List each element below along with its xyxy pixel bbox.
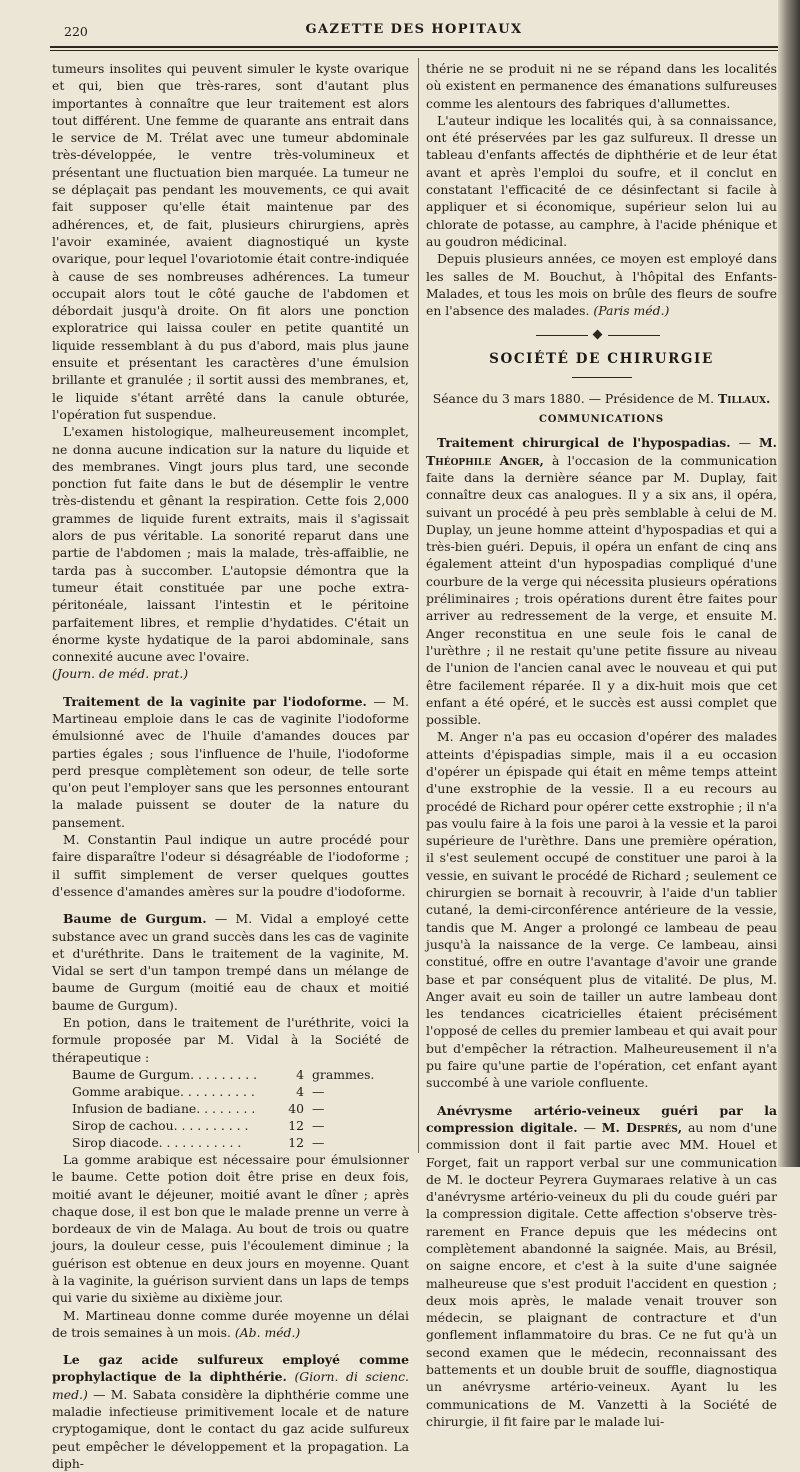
unit: — [312, 1100, 325, 1116]
source-citation: (Giorn. di scienc. med.) [52, 1369, 409, 1402]
article-text: — M. Sabata considère la diphthérie comme une maladie infectieuse primitivement locale et de nature cryptogamique, dont le contact du gaz acide sulfureux peut empêcher le développement et la propagation. La diph- [52, 1386, 409, 1471]
quantity: 4 [296, 1066, 304, 1082]
article-title: Traitement de la vaginite par l'iodoforme. [63, 693, 367, 709]
quantity: 12 [288, 1117, 304, 1133]
article-source [52, 665, 409, 682]
header-rule-thin [50, 50, 778, 51]
session-text: Séance du 3 mars 1880. — Présidence de M. [432, 390, 719, 406]
article-paragraph: L'auteur indique les localités qui, à sa connaissance, ont été préservées par les gaz sulfureux. Il dresse un tableau d'enfants affectés de diphthérie et de leur état avant et après l'emploi du soufre, et il conclut en constatant l'efficacité de ce désinfectant si facile à appliquer et si économique, supérieur selon lui au chlorate de potasse, au camphre, à l'acide phénique et au goudron médicinal. [426, 112, 777, 249]
quantity: 12 [288, 1134, 304, 1150]
page-number: 220 [64, 24, 88, 39]
right-column [426, 60, 777, 1430]
article-title: Traitement chirurgical de l'hypospadias. [437, 435, 731, 451]
article-vaginite [52, 693, 409, 831]
article-paragraph: M. Anger n'a pas eu occasion d'opérer des malades atteints d'épispadias simple, mais il a eu occasion d'opérer un épispade qui était en même temps atteint d'une exstrophie de la vessie. Il a eu recours au procédé de Richard pour opérer cette exstrophie ; il n'a pas voulu faire à la fois une paroi à la vessie et la paroi supérieure de l'urèthre. Dans une première opération, il s'est seulement occupé de constituer une paroi à la vessie, en suivant le procédé de Richard ; seulement ce chirurgien se bornait à recouvrir, à l'aide d'un tablier cutané, la demi-circonférence antérieure de la vessie, tandis que M. Anger a prolongé ce lambeau de peau jusqu'à la naissance de la verge. Ce lambeau, ainsi constitué, offre en outre l'avantage d'avoir une grande base et par conséquent plus de vitalité. De plus, M. Anger avait eu soin de tailler un autre lambeau dont les tendances cicatricielles étaient précisément l'opposé de celles du premier lambeau et qui avait pour but d'empêcher la rétraction. Malheureusement il n'a pu faire qu'une partie de l'opération, cet enfant ayant succombé à une variole confluente. [426, 729, 777, 1091]
article-text: — M. Martineau emploie dans le cas de vaginite l'iodoforme émulsionné avec de l'huile d'amandes douces par parties égales ; sous l'influence de l'huile, l'iodoforme perd presque complètement son odeur, de telle sorte qu'on peut l'employer sans que les personnes entourant la malade puissent se douter de la nature du pansement. [52, 693, 409, 830]
session-line [426, 390, 777, 407]
society-title: SOCIÉTÉ DE CHIRURGIE [489, 351, 714, 368]
article-paragraph [426, 250, 777, 319]
ingredient: Sirop de cachou. . . . . . . . . . [72, 1117, 249, 1133]
dash: — [577, 1119, 602, 1135]
recipe-table [72, 1066, 402, 1151]
paragraph-text: Depuis plusieurs années, ce moyen est employé dans les salles de M. Bouchut, à l'hôpital des Enfants-Malades, et tous les mois on brûle des fleurs de soufre en l'absence des malades. [426, 251, 777, 319]
running-title: GAZETTE DES HOPITAUX [305, 22, 523, 37]
article-title: Baume de Gurgum. [63, 911, 207, 927]
article-paragraph [52, 1307, 409, 1342]
section-heading: COMMUNICATIONS [539, 414, 664, 426]
recipe-row [72, 1134, 402, 1151]
ingredient: Sirop diacode. . . . . . . . . . . [72, 1134, 242, 1150]
dash: — [730, 435, 759, 451]
source-citation: (Paris méd.) [593, 303, 670, 319]
unit: grammes. [312, 1066, 375, 1082]
recipe-row [72, 1100, 402, 1117]
article-paragraph: M. Constantin Paul indique un autre procédé pour faire disparaître l'odeur si désagréable de l'iodoforme ; il suffit simplement de verser quelques gouttes d'essence d'amandes amères sur la poudre d'iodoforme. [52, 832, 409, 899]
author-name: M. Després, [601, 1119, 683, 1135]
header-rule-thick [50, 46, 778, 48]
article-paragraph: En potion, dans le traitement de l'uréthrite, voici la formule proposée par M. Vidal à la Société de thérapeutique : [52, 1015, 409, 1065]
article-continuation-paragraph: tumeurs insolites qui peuvent simuler le kyste ovarique et qui, bien que très-rares, sont d'autant plus importantes à connaître que leur traitement est alors tout différent. Une femme de quarante ans entrait dans le service de M. Trélat avec une tumeur abdominale très-développée, le ventre très-volumineux et présentant une fluctuation bien marquée. La tumeur ne se déplaçait pas pendant les mouvements, ce qui avait fait supposer qu'elle était maintenue par des adhérences, et, de fait, plusieurs chirurgiens, après l'avoir examinée, avaient diagnostiqué un kyste ovarique, pour lequel l'ovariotomie était contre-indiquée à cause de ses nombreuses adhérences. La tumeur occupait alors tout le côté gauche de l'abdomen et débordait jusqu'à droite. On fit alors une ponction exploratrice qui laissa couler en petite quantité un liquide ressemblant à du pus d'abord, mais plus jaune ensuite et présentant les caractères d'une émulsion brillante et granulée ; il sortit aussi des membranes, et, le liquide s'étant arrêté dans la canule obturée, l'opération fut suspendue. [52, 61, 409, 422]
ingredient: Gomme arabique. . . . . . . . . . [72, 1083, 255, 1099]
article-title: Le gaz acide sulfureux employé comme prophylactique de la diphthérie. [52, 1352, 409, 1385]
president-name: Tillaux. [718, 390, 771, 406]
article-hypospadias [426, 434, 777, 728]
unit: — [312, 1117, 325, 1133]
quantity: 40 [288, 1100, 304, 1116]
title-rule [572, 377, 632, 378]
article-anevrysme [426, 1102, 777, 1431]
source-citation: (Journ. de méd. prat.) [52, 666, 189, 682]
article-paragraph [52, 423, 409, 665]
article-gurgum [52, 910, 409, 1014]
quantity: 4 [296, 1083, 304, 1099]
unit: — [312, 1134, 325, 1150]
article-title: Anévrysme artério-veineux guéri par la compression digitale. [426, 1102, 777, 1135]
article-diphtherie [52, 1351, 409, 1472]
article-continuation-paragraph: thérie ne se produit ni ne se répand dans les localités où existent en permanence des émanations sulfureuses comme les alentours des fabriques d'allumettes. [426, 61, 777, 111]
left-column [52, 60, 409, 1472]
article-paragraph: La gomme arabique est nécessaire pour émulsionner le baume. Cette potion doit être prise en deux fois, moitié avant le déjeuner, moitié avant le dîner ; après chaque dose, il est bon que le malade prenne un verre à bordeaux de vin de Malaga. Au bout de trois ou quatre jours, la douleur cesse, puis l'écoulement diminue ; la guérison est obtenue en deux jours en moyenne. Quant à la vaginite, la guérison survient dans un laps de temps qui varie du sixième au dixième jour. [52, 1151, 409, 1306]
source-citation: (Ab. méd.) [234, 1324, 301, 1340]
page-edge-shadow [778, 0, 800, 1167]
recipe-row [72, 1066, 402, 1083]
article-text: — M. Vidal a employé cette substance avec un grand succès dans les cas de vaginite et d'uréthrite. Dans le traitement de la vaginite, M. Vidal se sert d'un tampon trempé dans un mélange de baume de Gurgum (moitié eau de chaux et moitié baume de Gurgum). [52, 911, 409, 1013]
paragraph-text: L'examen histologique, malheureusement incomplet, ne donna aucune indication sur la nature du liquide et des membranes. Vingt jours plus tard, une seconde ponction fut faite dans le but de désemplir le ventre très-distendu et gênant la respiration. Cette fois 2,000 grammes de liquide furent extraits, mais il s'agissait alors de pus véritable. La sonorité reparut dans une partie de l'abdomen ; mais la malade, très-affaiblie, ne tarda pas à succomber. L'autopsie démontra que la tumeur était constituée par une poche extra-péritonéale, laissant l'intestin et le péritoine parfaitement libres, et remplie d'hydatides. C'était un énorme kyste hydatique de la paroi abdominale, sans connexité aucune avec l'ovaire. [52, 424, 409, 665]
column-divider [418, 58, 419, 1153]
article-text: à l'occasion de la communication faite dans la dernière séance par M. Duplay, fait connaître deux cas analogues. Il y a six ans, il opéra, suivant un procédé à peu près semblable à celui de M. Duplay, un jeune homme atteint d'hypospadias et qui a très-bien guéri. Depuis, il opéra un enfant de cinq ans également atteint d'un hypospadias compliqué d'une courbure de la verge qui nécessita plusieurs opérations préliminaires ; trois opérations durent être faites pour arriver au redressement de la verge, et ensuite M. Anger reconstitua en une seule fois le canal de l'urèthre ; il ne restait qu'une petite fissure au niveau de l'union de l'ancien canal avec le nouveau et qui put être facilement réparée. Il y a dix-huit mois que cet enfant a été opéré, et le succès est aussi complet que possible. [426, 452, 777, 728]
ingredient: Infusion de badiane. . . . . . . . [72, 1100, 256, 1116]
paragraph-text: M. Martineau donne comme durée moyenne un délai de trois semaines à un mois. [52, 1307, 409, 1340]
page-header [50, 24, 778, 46]
recipe-row [72, 1083, 402, 1100]
author-name: M. Théophile Anger, [426, 435, 777, 468]
recipe-row [72, 1117, 402, 1134]
unit: — [312, 1083, 325, 1099]
article-text: au nom d'une commission dont il fait partie avec MM. Houel et Forget, fait un rapport verbal sur une communication de M. le docteur Peyrera Guymaraes relative à un cas d'anévrysme artério-veineux du pli du coude guéri par la compression digitale. Cette affection s'observe très-rarement en France depuis que les médecins ont complètement abandonné la saignée. Mais, au Brésil, on saigne encore, et c'est à la suite d'une saignée malheureuse que s'est produit l'accident en question ; deux mois après, le malade venait trouver son médecin, se plaignant de contracture et d'un gonflement inflammatoire du bras. Ce ne fut qu'à un second examen que le médecin, reconnaissant des battements et un double bruit de souffle, diagnostiqua un anévrysme artério-veineux. Ayant lu les communications de M. Vanzetti à la Société de chirurgie, il fit faire par le malade lui- [426, 1119, 777, 1429]
ingredient: Baume de Gurgum. . . . . . . . . [72, 1066, 258, 1082]
ornamental-rule [426, 327, 777, 345]
